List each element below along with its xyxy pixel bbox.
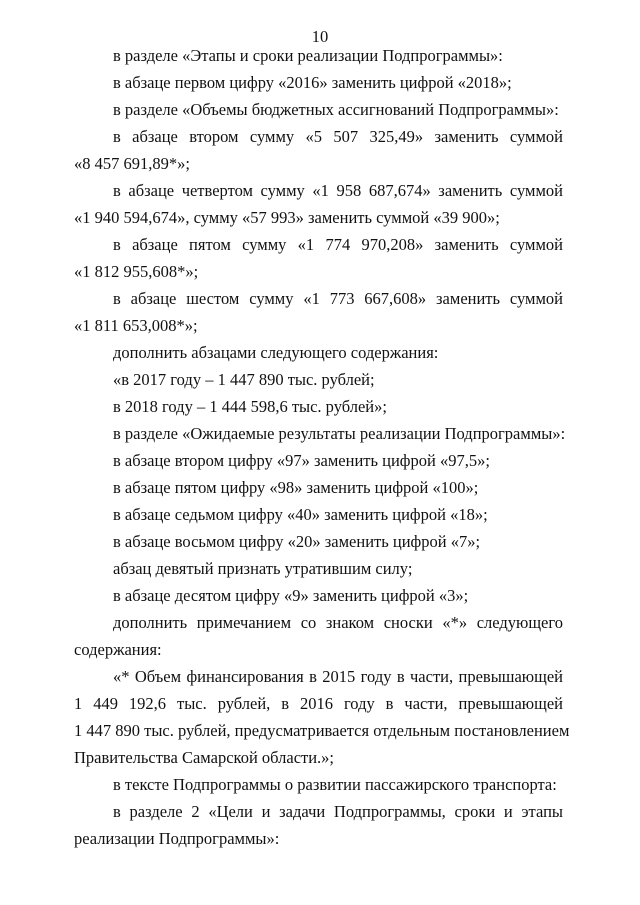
text-line: реализации Подпрограммы»: bbox=[74, 829, 280, 848]
text-line: «* Объем финансирования в 2015 году в части, превышающей bbox=[113, 667, 563, 686]
text-line: в абзаце втором цифру «97» заменить цифрой «97,5»; bbox=[113, 451, 490, 470]
text-line: в абзаце втором сумму «5 507 325,49» заменить суммой bbox=[113, 127, 563, 146]
text-line: в разделе «Этапы и сроки реализации Подпрограммы»: bbox=[113, 46, 503, 65]
text-line: дополнить абзацами следующего содержания: bbox=[113, 343, 439, 362]
text-line: 1 447 890 тыс. рублей, предусматривается отдельным постановлением bbox=[74, 721, 570, 740]
text-line: «1 811 653,008*»; bbox=[74, 316, 198, 335]
text-line: «1 940 594,674», сумму «57 993» заменить суммой «39 900»; bbox=[74, 208, 500, 227]
text-line: «1 812 955,608*»; bbox=[74, 262, 199, 281]
text-line: в тексте Подпрограммы о развитии пассажирского транспорта: bbox=[113, 775, 557, 794]
text-line: в разделе «Объемы бюджетных ассигнований Подпрограммы»: bbox=[113, 100, 559, 119]
text-line: абзац девятый признать утратившим силу; bbox=[113, 559, 413, 578]
text-line: в абзаце седьмом цифру «40» заменить цифрой «18»; bbox=[113, 505, 488, 524]
text-line: в разделе 2 «Цели и задачи Подпрограммы, сроки и этапы bbox=[113, 802, 563, 821]
text-line: в абзаце первом цифру «2016» заменить цифрой «2018»; bbox=[113, 73, 512, 92]
text-line: в абзаце четвертом сумму «1 958 687,674» заменить суммой bbox=[113, 181, 563, 200]
text-line: содержания: bbox=[74, 640, 162, 659]
text-line: в абзаце шестом сумму «1 773 667,608» заменить суммой bbox=[113, 289, 563, 308]
page-number: 10 bbox=[311, 27, 329, 46]
text-line: дополнить примечанием со знаком сноски «*» следующего bbox=[113, 613, 563, 632]
text-line: 1 449 192,6 тыс. рублей, в 2016 году в части, превышающей bbox=[74, 694, 563, 713]
text-line: в абзаце пятом цифру «98» заменить цифрой «100»; bbox=[113, 478, 479, 497]
text-line: «в 2017 году – 1 447 890 тыс. рублей; bbox=[113, 370, 375, 389]
text-line: в абзаце пятом сумму «1 774 970,208» заменить суммой bbox=[113, 235, 563, 254]
text-line: в разделе «Ожидаемые результаты реализации Подпрограммы»: bbox=[113, 424, 566, 443]
text-line: в абзаце десятом цифру «9» заменить цифрой «3»; bbox=[113, 586, 469, 605]
text-line: Правительства Самарской области.»; bbox=[74, 748, 335, 767]
text-line: в абзаце восьмом цифру «20» заменить цифрой «7»; bbox=[113, 532, 481, 551]
text-line: «8 457 691,89*»; bbox=[74, 154, 190, 173]
text-line: в 2018 году – 1 444 598,6 тыс. рублей»; bbox=[113, 397, 387, 416]
